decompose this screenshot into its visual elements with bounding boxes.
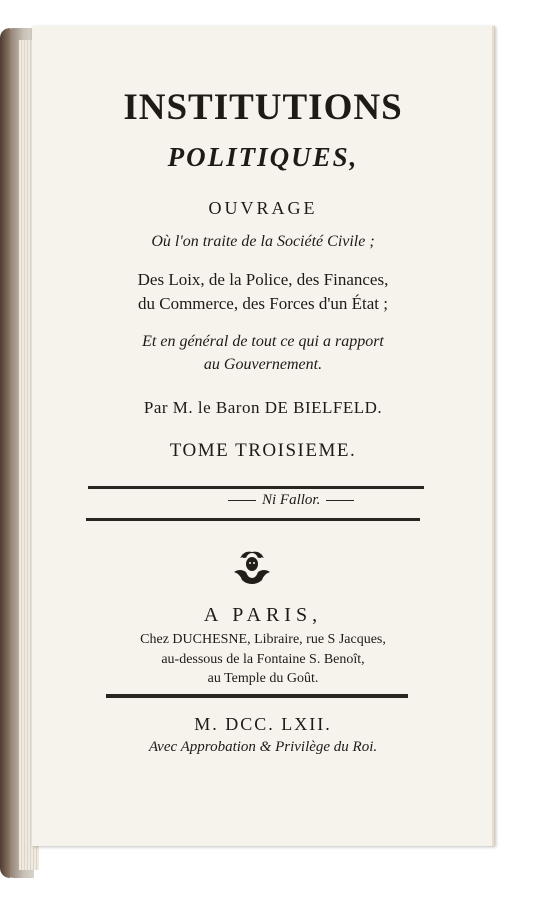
description-line-2b: du Commerce, des Forces d'un État ; — [138, 294, 388, 313]
publication-date: M. DCC. LXII. — [194, 714, 332, 734]
approbation-line: Avec Approbation & Privilège du Roi. — [148, 739, 378, 755]
publisher-line-2: au-dessous de la Fontaine S. Benoît, — [161, 652, 365, 667]
motto-dash-right — [326, 500, 354, 501]
title-page — [32, 26, 495, 846]
description-line-3a: Et en général de tout ce qui a rapport — [142, 333, 384, 350]
motto-dash-left — [228, 500, 256, 501]
publisher-line-3: au Temple du Goût. — [207, 671, 319, 686]
printer-ornament-icon — [230, 546, 274, 586]
book-cover-edge — [0, 28, 10, 878]
rule-imprint — [106, 694, 408, 698]
author-line: Par M. le Baron DE BIELFELD. — [143, 398, 383, 417]
description-line-2a: Des Loix, de la Police, des Finances, — [137, 270, 389, 289]
ouvrage-label: OUVRAGE — [208, 198, 318, 218]
volume-line: TOME TROISIEME. — [169, 440, 357, 461]
description-line-3b: au Gouvernement. — [203, 356, 323, 373]
rule-top — [88, 486, 424, 489]
book-subtitle: POLITIQUES, — [167, 142, 359, 172]
description-line-1: Où l'on traite de la Société Civile ; — [151, 233, 375, 250]
motto-text: Ni Fallor. — [262, 492, 321, 508]
publisher-line-1: Chez DUCHESNE, Libraire, rue S Jacques, — [140, 632, 386, 647]
rule-bottom — [86, 518, 420, 521]
book-title: INSTITUTIONS — [123, 87, 403, 128]
city: A PARIS, — [203, 604, 323, 626]
motto — [222, 492, 360, 509]
